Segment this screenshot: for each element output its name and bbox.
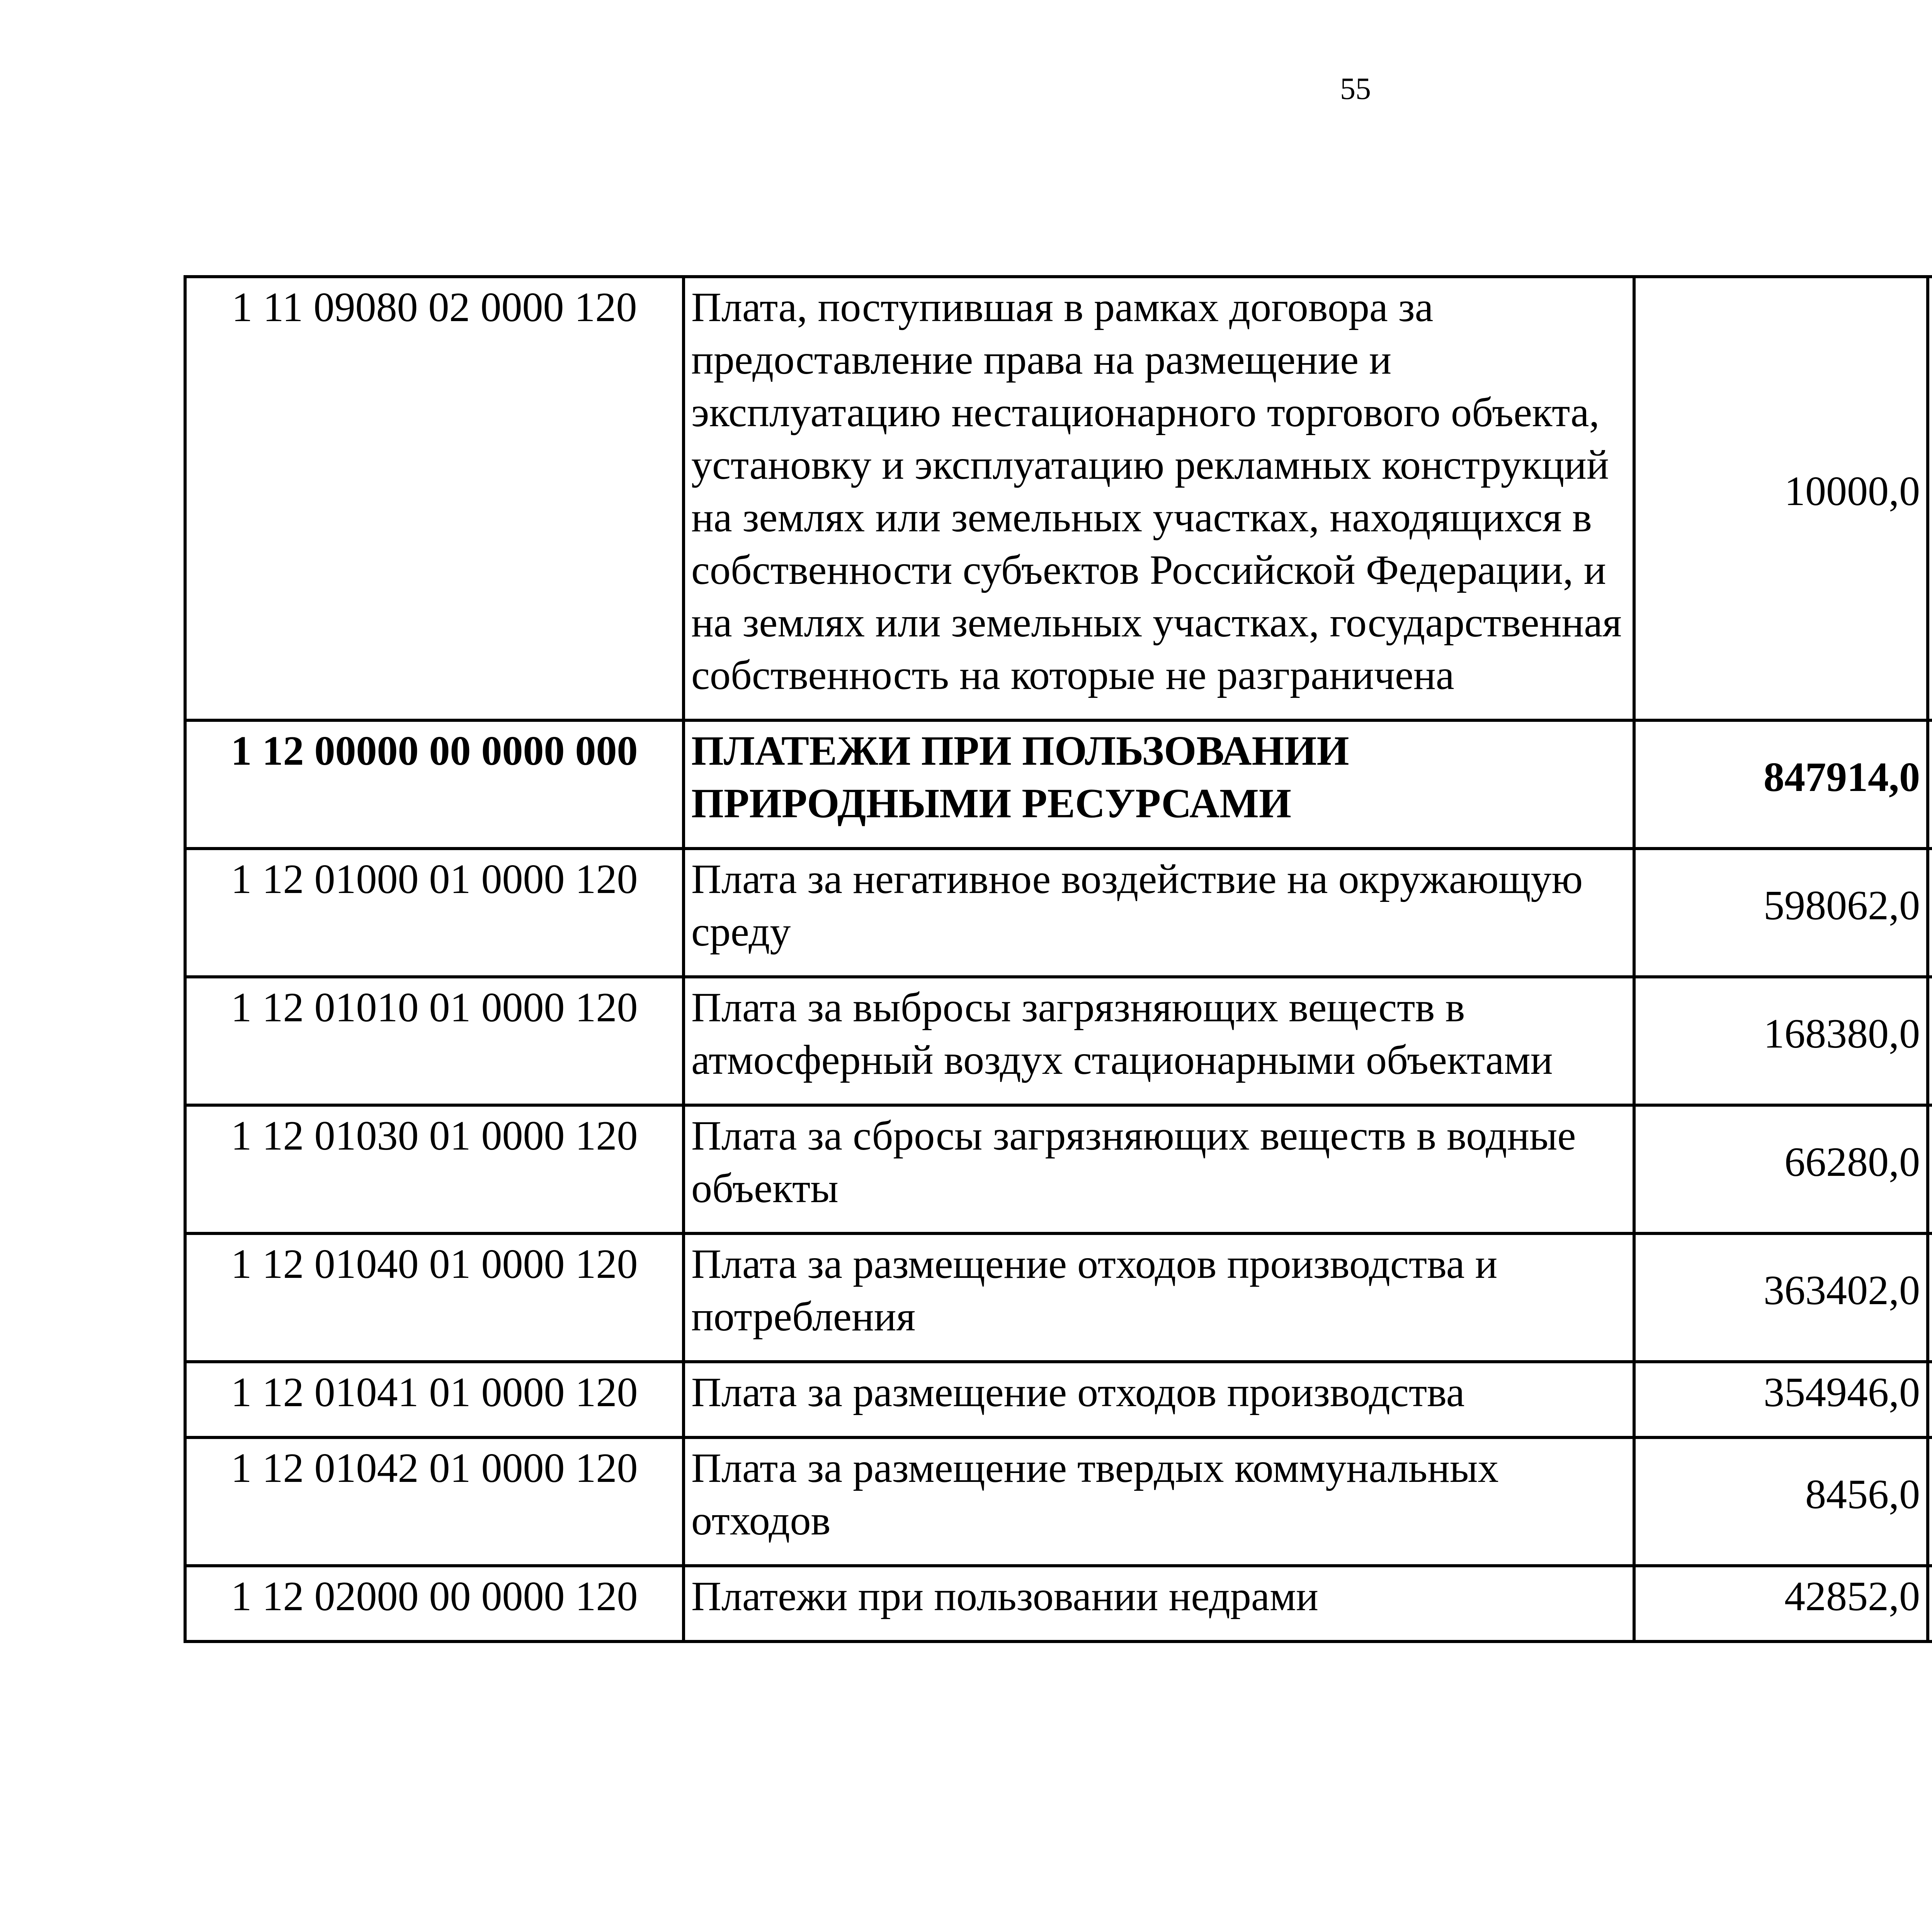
amount-year-2-cell bbox=[1928, 1233, 1932, 1362]
amount-year-2-cell bbox=[1928, 1566, 1932, 1641]
revenue-name-cell: Плата за сбросы загрязняющих веществ в водные объекты bbox=[684, 1105, 1634, 1233]
amount-year-1-cell: 598062,0 bbox=[1634, 849, 1928, 977]
table-row bbox=[185, 849, 1932, 977]
budget-code-cell: 1 12 01030 01 0000 120 bbox=[185, 1105, 684, 1233]
amount-year-1-cell: 8456,0 bbox=[1634, 1437, 1928, 1566]
table-row bbox=[185, 1437, 1932, 1566]
revenue-name-cell: Плата за размещение твердых коммунальных отходов bbox=[684, 1437, 1634, 1566]
revenue-name-cell: Плата за выбросы загрязняющих веществ в атмосферный воздух стационарными объектами bbox=[684, 977, 1634, 1105]
budget-code-cell: 1 12 01010 01 0000 120 bbox=[185, 977, 684, 1105]
amount-year-2-cell bbox=[1928, 849, 1932, 977]
table-row bbox=[185, 1566, 1932, 1641]
revenue-name-cell: ПЛАТЕЖИ ПРИ ПОЛЬЗОВАНИИ ПРИРОДНЫМИ РЕСУРСАМИ bbox=[684, 720, 1634, 849]
amount-year-1-cell: 42852,0 bbox=[1634, 1566, 1928, 1641]
amount-year-2-cell bbox=[1928, 1105, 1932, 1233]
table-row-section-total bbox=[185, 720, 1932, 849]
amount-year-2-cell bbox=[1928, 1437, 1932, 1566]
budget-code-cell: 1 11 09080 02 0000 120 bbox=[185, 277, 684, 720]
page-number: 55 bbox=[1340, 72, 1371, 106]
amount-year-1-cell: 363402,0 bbox=[1634, 1233, 1928, 1362]
amount-year-2-cell bbox=[1928, 1362, 1932, 1437]
revenue-name-cell: Плата за размещение отходов производства и потребления bbox=[684, 1233, 1634, 1362]
amount-year-1-cell: 847914,0 bbox=[1634, 720, 1928, 849]
budget-code-cell: 1 12 01041 01 0000 120 bbox=[185, 1362, 684, 1437]
amount-year-2-cell bbox=[1928, 720, 1932, 849]
table-row bbox=[185, 277, 1932, 720]
table-row bbox=[185, 1105, 1932, 1233]
table-row bbox=[185, 1362, 1932, 1437]
amount-year-1-cell: 66280,0 bbox=[1634, 1105, 1928, 1233]
budget-code-cell: 1 12 01042 01 0000 120 bbox=[185, 1437, 684, 1566]
amount-year-2-cell bbox=[1928, 277, 1932, 720]
budget-code-cell: 1 12 01000 01 0000 120 bbox=[185, 849, 684, 977]
table-row bbox=[185, 977, 1932, 1105]
budget-code-cell: 1 12 01040 01 0000 120 bbox=[185, 1233, 684, 1362]
amount-year-1-cell: 10000,0 bbox=[1634, 277, 1928, 720]
amount-year-1-cell: 354946,0 bbox=[1634, 1362, 1928, 1437]
revenue-name-cell: Плата, поступившая в рамках договора за предоставление права на размещение и эксплуатацию нестационарного торгового объекта, установку и эксплуатацию рекламных конструкций на землях или земельных участках, находящихся в собственности субъектов Российской Федерации, и на землях или земельных участках, государственная собственность на которые не разграничена bbox=[684, 277, 1634, 720]
revenue-name-cell: Плата за размещение отходов производства bbox=[684, 1362, 1634, 1437]
revenue-name-cell: Плата за негативное воздействие на окружающую среду bbox=[684, 849, 1634, 977]
revenue-name-cell: Платежи при пользовании недрами bbox=[684, 1566, 1634, 1641]
budget-code-cell: 1 12 02000 00 0000 120 bbox=[185, 1566, 684, 1641]
amount-year-2-cell bbox=[1928, 977, 1932, 1105]
budget-code-cell: 1 12 00000 00 0000 000 bbox=[185, 720, 684, 849]
table-row bbox=[185, 1233, 1932, 1362]
amount-year-1-cell: 168380,0 bbox=[1634, 977, 1928, 1105]
budget-revenue-table bbox=[184, 275, 1932, 1643]
